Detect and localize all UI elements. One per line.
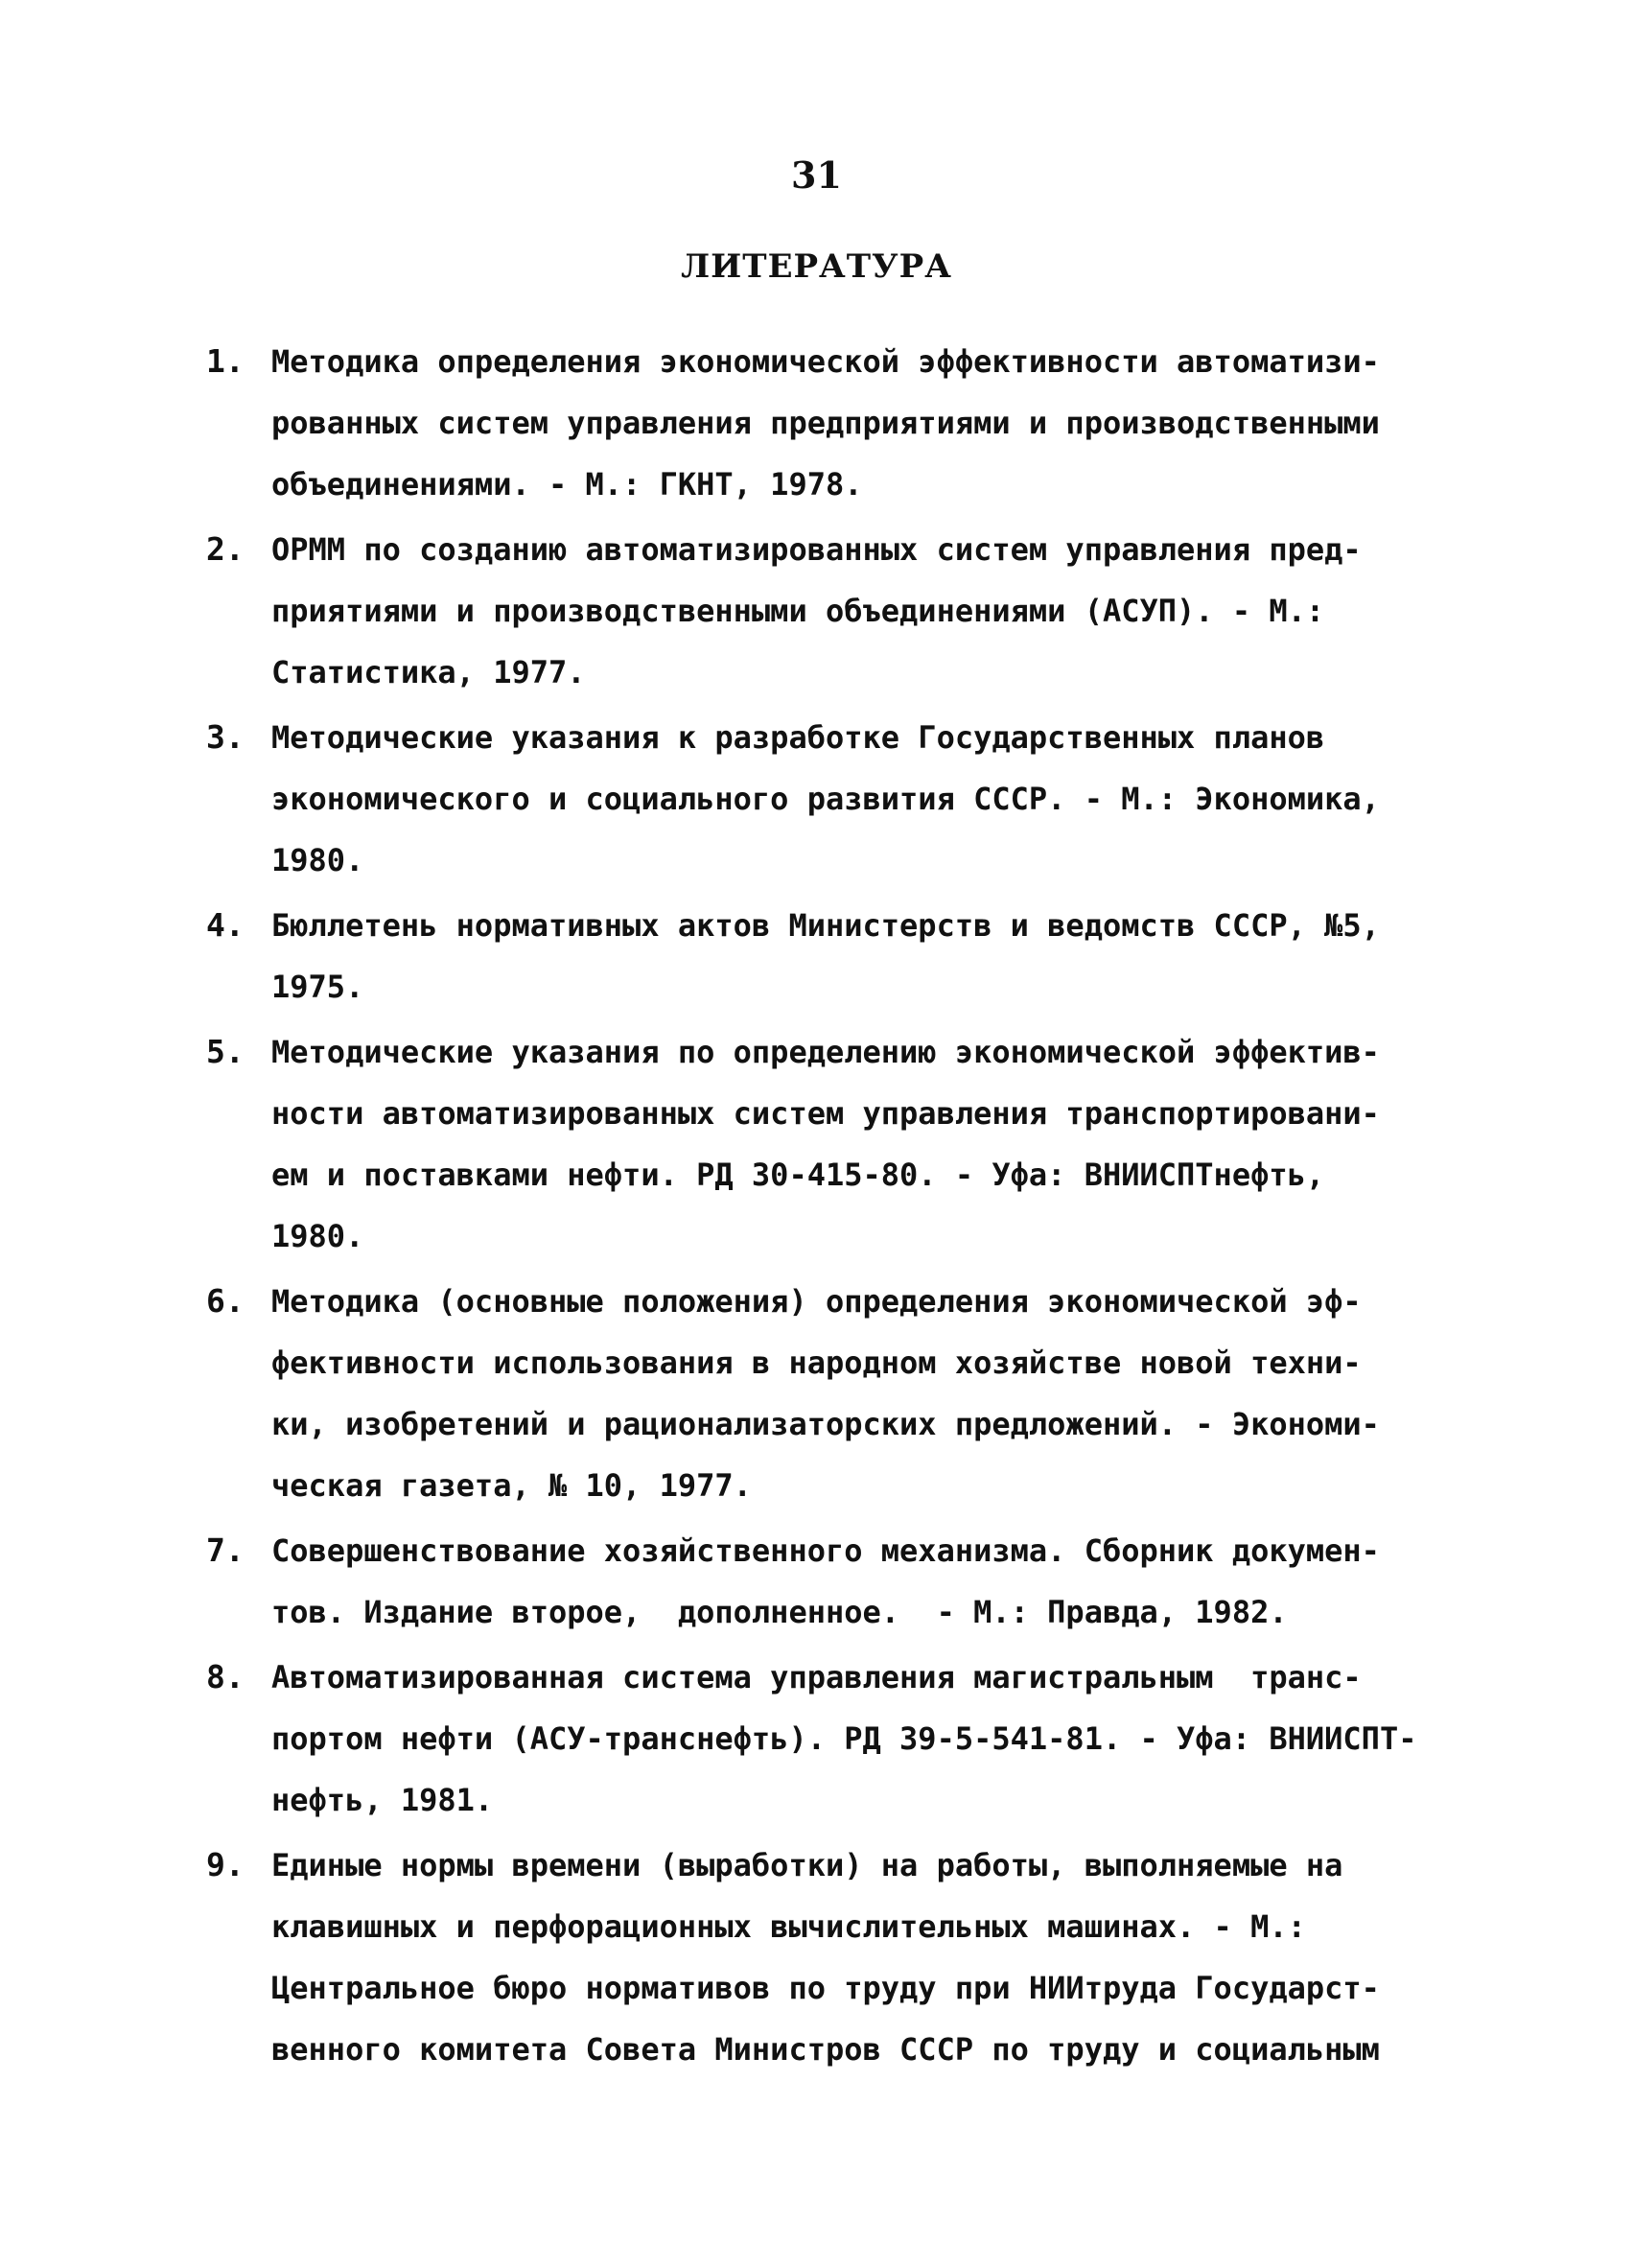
reference-text-line: экономического и социального развития СССР. - М.: Экономика, xyxy=(271,781,1380,817)
reference-number: 4. xyxy=(206,906,245,944)
reference-number: 9. xyxy=(206,1846,245,1883)
reference-number: 6. xyxy=(206,1282,245,1320)
reference-text-line: ки, изобретений и рационализаторских предложений. - Экономи- xyxy=(271,1406,1380,1442)
reference-text-line: ОРММ по созданию автоматизированных систем управления пред- xyxy=(271,531,1362,568)
reference-text-line: Центральное бюро нормативов по труду при НИИтруда Государст- xyxy=(271,1970,1380,2006)
reference-text-line: 1980. xyxy=(271,842,364,878)
reference-text-line: ности автоматизированных систем управления транспортировани- xyxy=(271,1095,1380,1132)
reference-number: 3. xyxy=(206,718,245,756)
reference-item-2 xyxy=(206,519,1443,703)
reference-text-line: Методика (основные положения) определения экономической эф- xyxy=(271,1283,1362,1320)
reference-text-line: нефть, 1981. xyxy=(271,1782,494,1818)
reference-item-7 xyxy=(206,1520,1443,1643)
reference-text-line: венного комитета Совета Министров СССР по труду и социальным xyxy=(271,2031,1380,2068)
reference-text-line: 1980. xyxy=(271,1218,364,1254)
page-title: ЛИТЕРАТУРА xyxy=(681,247,952,286)
reference-text-line: приятиями и производственными объединениями (АСУП). - М.: xyxy=(271,593,1325,629)
reference-text-line: 1975. xyxy=(271,969,364,1005)
reference-item-8 xyxy=(206,1647,1443,1831)
reference-text-line: Автоматизированная система управления магистральным транс- xyxy=(271,1659,1362,1695)
reference-item-3 xyxy=(206,707,1443,891)
reference-text-line: Методика определения экономической эффективности автоматизи- xyxy=(271,343,1380,380)
reference-number: 2. xyxy=(206,530,245,568)
reference-text-line: тов. Издание второе, дополненное. - М.: Правда, 1982. xyxy=(271,1594,1288,1630)
reference-item-5 xyxy=(206,1021,1443,1267)
reference-number: 8. xyxy=(206,1658,245,1695)
reference-item-9 xyxy=(206,1835,1443,2080)
reference-item-6 xyxy=(206,1271,1443,1516)
reference-text-line: портом нефти (АСУ-транснефть). РД 39-5-541-81. - Уфа: ВНИИСПТ- xyxy=(271,1720,1417,1757)
reference-text-line: Единые нормы времени (выработки) на работы, выполняемые на xyxy=(271,1847,1343,1883)
reference-number: 1. xyxy=(206,342,245,380)
reference-text-line: Методические указания к разработке Государственных планов xyxy=(271,719,1325,756)
reference-text-line: ем и поставками нефти. РД 30-415-80. - Уфа: ВНИИСПТнефть, xyxy=(271,1157,1325,1193)
reference-text-line: Совершенствование хозяйственного механизма. Сборник докумен- xyxy=(271,1532,1380,1569)
page-number: 31 xyxy=(791,153,842,197)
reference-number: 5. xyxy=(206,1033,245,1070)
reference-text-line: объединениями. - М.: ГКНТ, 1978. xyxy=(271,466,863,503)
reference-text-line: Бюллетень нормативных актов Министерств и ведомств СССР, №5, xyxy=(271,907,1380,944)
reference-text-line: клавишных и перфорационных вычислительных машинах. - М.: xyxy=(271,1908,1306,1945)
reference-text-line: фективности использования в народном хозяйстве новой техни- xyxy=(271,1344,1362,1381)
reference-number: 7. xyxy=(206,1531,245,1569)
reference-text-line: Методические указания по определению экономической эффектив- xyxy=(271,1034,1380,1070)
reference-item-4 xyxy=(206,895,1443,1017)
reference-item-1 xyxy=(206,331,1443,515)
reference-text-line: рованных систем управления предприятиями и производственными xyxy=(271,405,1380,441)
reference-text-line: Статистика, 1977. xyxy=(271,654,586,690)
reference-text-line: ческая газета, № 10, 1977. xyxy=(271,1467,752,1504)
reference-list xyxy=(206,331,1443,2084)
